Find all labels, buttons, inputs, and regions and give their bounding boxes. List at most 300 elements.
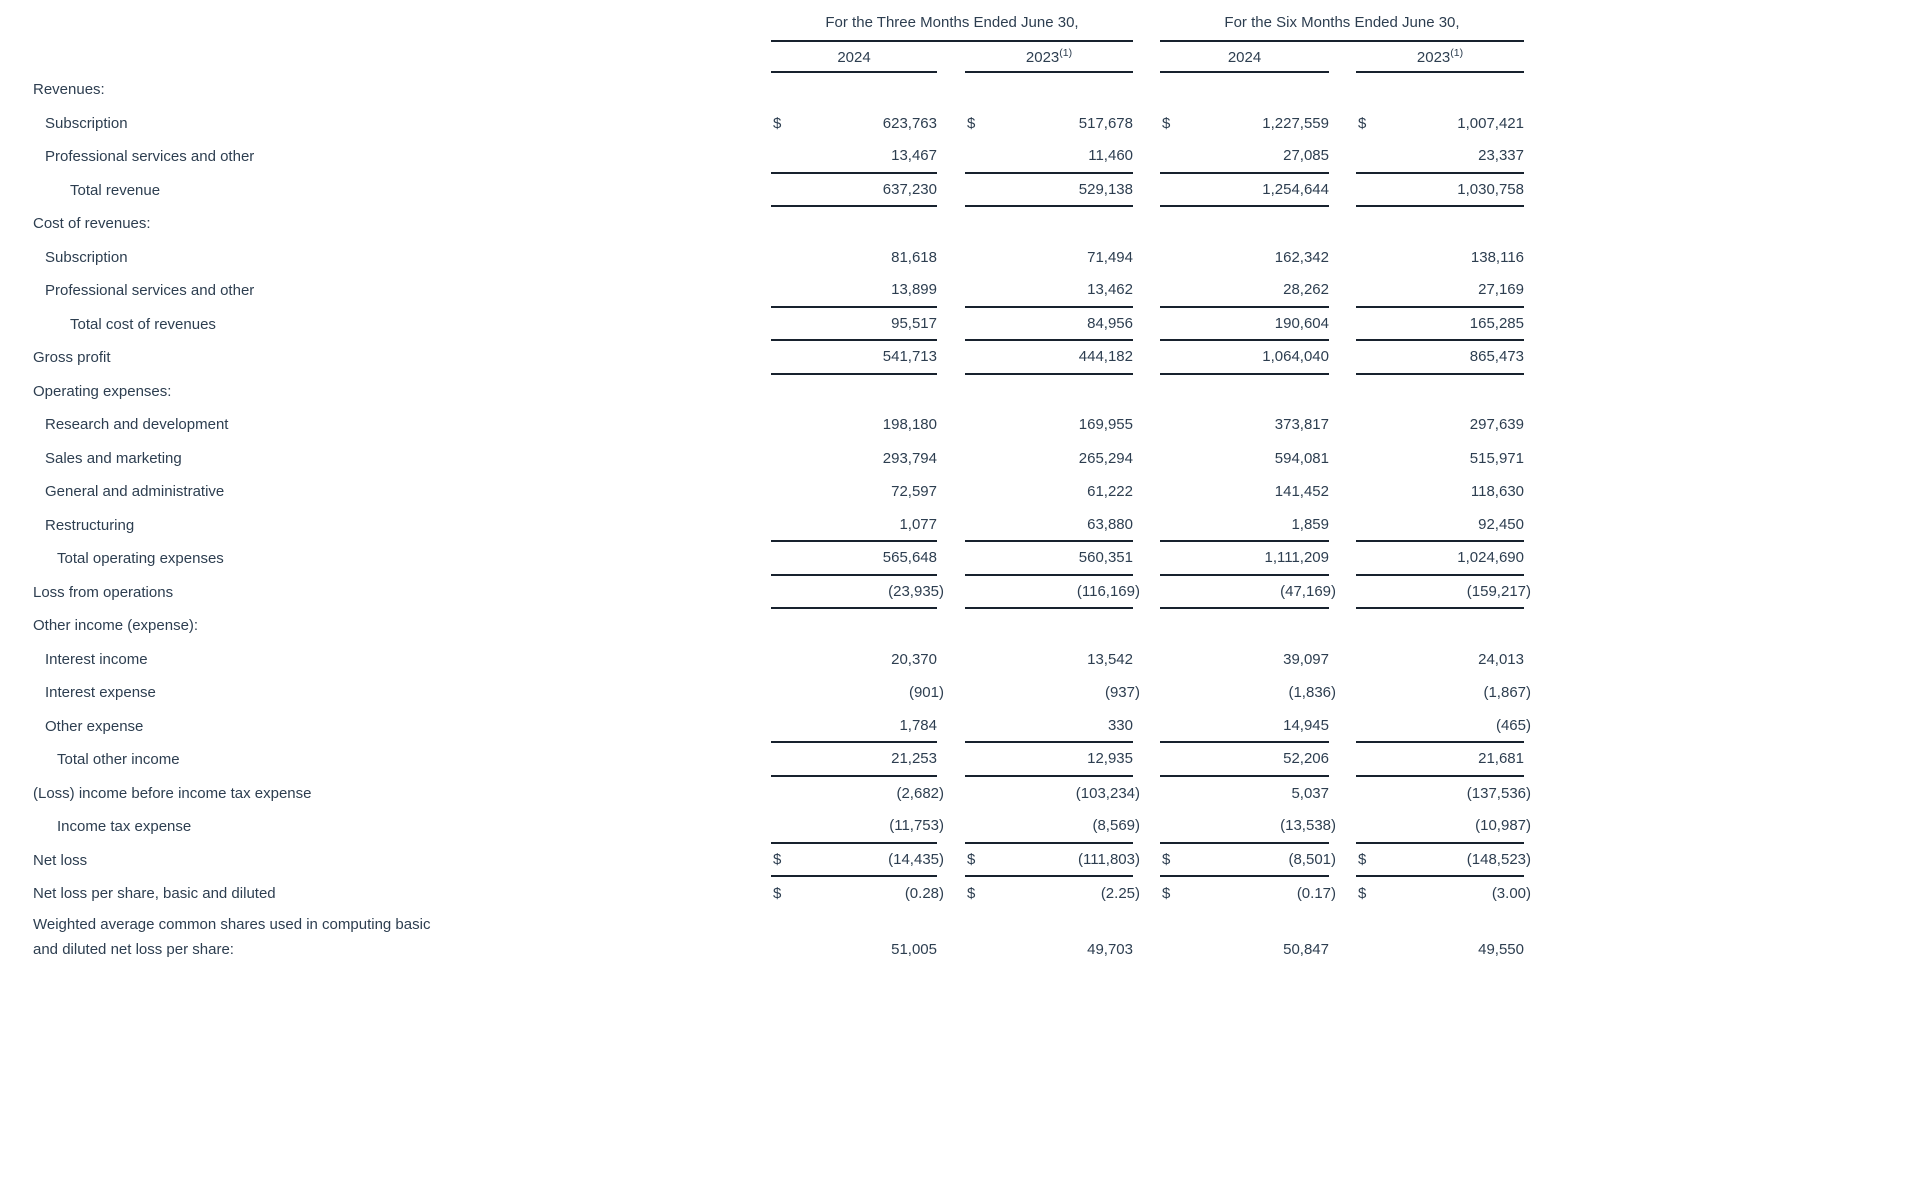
amount-cell	[1160, 911, 1329, 962]
table-row	[0, 73, 1912, 107]
row-label: Net loss	[33, 851, 88, 869]
amount-cell	[965, 241, 1133, 275]
amount-value: (2.25)	[1100, 885, 1140, 903]
table-row	[0, 777, 1912, 811]
amount-cell	[1160, 73, 1329, 107]
amount-cell	[1356, 73, 1524, 107]
row-label: Income tax expense	[57, 818, 192, 836]
amount-cell	[965, 308, 1133, 342]
amount-value: 138,116	[1470, 248, 1524, 266]
table-row	[0, 609, 1912, 643]
row-label: Sales and marketing	[45, 449, 182, 467]
amount-value: (14,435)	[888, 850, 944, 868]
amount-value: (1,836)	[1288, 684, 1336, 702]
amount-value: 12,935	[1087, 750, 1133, 768]
amount-value: 373,817	[1274, 416, 1329, 434]
amount-cell	[965, 274, 1133, 308]
table-row	[0, 509, 1912, 543]
amount-cell	[965, 542, 1133, 576]
column-gap	[1133, 542, 1160, 576]
amount-value: 517,678	[1078, 114, 1133, 132]
column-gap	[937, 274, 965, 308]
amount-cell	[1160, 643, 1329, 677]
amount-value: (47,169)	[1280, 582, 1336, 600]
amount-cell	[1356, 877, 1531, 911]
row-label: Professional services and other	[45, 148, 255, 166]
row-label: Subscription	[45, 114, 128, 132]
row-label: Total other income	[57, 751, 180, 769]
amount-value: (103,234)	[1075, 784, 1140, 802]
amount-cell	[965, 877, 1140, 911]
column-gap	[1329, 475, 1356, 509]
amount-cell	[1356, 911, 1524, 962]
column-gap	[937, 140, 965, 174]
amount-value: 72,597	[891, 483, 937, 501]
amount-value: (11,753)	[889, 817, 944, 835]
amount-value: (8,569)	[1092, 817, 1140, 835]
amount-value: 39,097	[1283, 650, 1329, 668]
amount-cell	[771, 274, 937, 308]
table-row	[0, 274, 1912, 308]
row-label: Other expense	[45, 717, 144, 735]
amount-value: 81,618	[891, 248, 937, 266]
amount-value: 190,604	[1274, 314, 1329, 332]
amount-value: 1,024,690	[1457, 549, 1524, 567]
column-gap	[1329, 308, 1356, 342]
amount-cell	[771, 140, 937, 174]
amount-cell	[771, 710, 937, 744]
table-body	[0, 73, 1912, 967]
row-label: Revenues:	[33, 81, 105, 99]
amount-cell	[1160, 174, 1329, 208]
amount-cell	[1160, 743, 1329, 777]
amount-cell	[965, 710, 1133, 744]
amount-value: (0.17)	[1296, 885, 1336, 903]
amount-cell	[771, 676, 944, 710]
amount-value: 27,085	[1283, 147, 1329, 165]
amount-cell	[1160, 509, 1329, 543]
amount-cell	[1356, 308, 1524, 342]
amount-cell	[771, 73, 937, 107]
period-group-three-months	[771, 0, 1133, 42]
amount-value: 515,971	[1469, 449, 1524, 467]
amount-cell	[771, 743, 937, 777]
amount-value: 27,169	[1478, 281, 1524, 299]
amount-cell	[965, 810, 1140, 844]
table-row	[0, 576, 1912, 610]
amount-cell	[965, 408, 1133, 442]
currency-symbol: $	[967, 114, 976, 132]
column-gap	[1329, 643, 1356, 677]
amount-cell	[1160, 274, 1329, 308]
table-row	[0, 341, 1912, 375]
column-gap	[937, 475, 965, 509]
column-gap	[1133, 241, 1160, 275]
amount-cell	[965, 174, 1133, 208]
amount-cell	[1160, 341, 1329, 375]
column-gap	[1133, 107, 1160, 141]
amount-value: 637,230	[882, 180, 937, 198]
amount-value: (116,169)	[1076, 582, 1140, 600]
table-header-years	[0, 42, 1912, 73]
amount-cell	[965, 509, 1133, 543]
table-row	[0, 174, 1912, 208]
row-label: Total revenue	[70, 181, 161, 199]
amount-value: 61,222	[1087, 483, 1133, 501]
amount-value: 141,452	[1274, 483, 1329, 501]
table-row	[0, 542, 1912, 576]
amount-cell	[1356, 475, 1524, 509]
amount-value: 565,648	[882, 549, 937, 567]
table-row	[0, 140, 1912, 174]
column-gap	[1133, 710, 1160, 744]
column-gap	[1329, 442, 1356, 476]
amount-value: 20,370	[891, 650, 937, 668]
amount-cell	[1160, 777, 1329, 811]
currency-symbol: $	[1162, 885, 1171, 903]
amount-value: 50,847	[1283, 940, 1329, 958]
row-label: (Loss) income before income tax expense	[33, 784, 312, 802]
column-gap	[937, 442, 965, 476]
amount-value: 560,351	[1078, 549, 1133, 567]
column-gap	[1133, 341, 1160, 375]
amount-value: 594,081	[1274, 449, 1329, 467]
amount-value: 28,262	[1283, 281, 1329, 299]
amount-value: 1,784	[899, 716, 937, 734]
column-gap	[1329, 140, 1356, 174]
period-group-six-months	[1160, 0, 1524, 42]
currency-symbol: $	[1358, 114, 1367, 132]
amount-cell	[771, 911, 937, 962]
period-group-label: For the Three Months Ended June 30,	[825, 13, 1079, 31]
amount-cell	[1356, 241, 1524, 275]
table-row	[0, 743, 1912, 777]
amount-cell	[965, 609, 1133, 643]
column-gap	[1133, 509, 1160, 543]
amount-value: 14,945	[1283, 716, 1329, 734]
amount-value: 297,639	[1469, 416, 1524, 434]
amount-value: 162,342	[1274, 248, 1329, 266]
row-label: Research and development	[45, 416, 229, 434]
column-gap	[1329, 911, 1356, 962]
amount-cell	[1160, 442, 1329, 476]
column-gap	[937, 174, 965, 208]
amount-value: 92,450	[1478, 515, 1524, 533]
amount-cell	[771, 174, 937, 208]
column-gap	[1329, 241, 1356, 275]
row-label: Net loss per share, basic and diluted	[33, 885, 276, 903]
amount-value: 13,467	[891, 147, 937, 165]
column-gap	[1329, 542, 1356, 576]
amount-value: (23,935)	[888, 582, 944, 600]
column-gap	[937, 710, 965, 744]
amount-cell	[771, 241, 937, 275]
column-gap	[937, 375, 965, 409]
table-row	[0, 207, 1912, 241]
amount-cell	[965, 442, 1133, 476]
column-gap	[1329, 609, 1356, 643]
column-gap	[937, 408, 965, 442]
amount-cell	[1160, 844, 1336, 878]
row-label: Subscription	[45, 248, 128, 266]
amount-cell	[1356, 408, 1524, 442]
column-gap	[1133, 743, 1160, 777]
column-gap	[937, 207, 965, 241]
amount-cell	[1160, 710, 1329, 744]
amount-value: 1,859	[1291, 515, 1329, 533]
column-gap	[1329, 174, 1356, 208]
amount-cell	[1356, 777, 1531, 811]
currency-symbol: $	[967, 850, 976, 868]
table-row	[0, 308, 1912, 342]
amount-cell	[1160, 107, 1329, 141]
amount-value: 293,794	[882, 449, 937, 467]
year-column-header: 2023 (1)	[1356, 42, 1524, 73]
currency-symbol: $	[1162, 850, 1171, 868]
column-gap	[1329, 341, 1356, 375]
amount-value: 21,253	[891, 750, 937, 768]
amount-value: (111,803)	[1078, 850, 1140, 868]
column-gap	[937, 308, 965, 342]
amount-cell	[1356, 810, 1531, 844]
amount-value: (465)	[1495, 716, 1531, 734]
amount-value: (901)	[908, 684, 944, 702]
column-gap	[1329, 710, 1356, 744]
amount-value: (13,538)	[1280, 817, 1336, 835]
amount-cell	[965, 576, 1140, 610]
period-group-label: For the Six Months Ended June 30,	[1224, 13, 1460, 31]
amount-cell	[1160, 207, 1329, 241]
table-row	[0, 710, 1912, 744]
amount-cell	[1356, 609, 1524, 643]
amount-cell	[771, 576, 944, 610]
amount-value: 23,337	[1478, 147, 1524, 165]
amount-value: 1,077	[899, 515, 937, 533]
amount-cell	[965, 375, 1133, 409]
table-row	[0, 375, 1912, 409]
year-column-header: 2023 (1)	[965, 42, 1133, 73]
amount-value: 52,206	[1283, 750, 1329, 768]
column-gap	[937, 542, 965, 576]
table-header-period-groups	[0, 0, 1912, 42]
amount-value: (1,867)	[1483, 684, 1531, 702]
amount-value: (3.00)	[1491, 885, 1531, 903]
amount-cell	[1160, 475, 1329, 509]
amount-value: (137,536)	[1466, 784, 1531, 802]
amount-cell	[771, 375, 937, 409]
amount-value: (8,501)	[1288, 850, 1336, 868]
table-row	[0, 107, 1912, 141]
amount-cell	[1356, 341, 1524, 375]
amount-cell	[1356, 643, 1524, 677]
row-label: Restructuring	[45, 516, 135, 534]
column-gap	[1329, 509, 1356, 543]
column-gap	[1133, 609, 1160, 643]
amount-value: (148,523)	[1466, 850, 1531, 868]
amount-cell	[965, 777, 1140, 811]
row-label: Weighted average common shares used in computing basic and diluted net loss per share:	[33, 915, 431, 958]
row-label: General and administrative	[45, 483, 225, 501]
row-label: Professional services and other	[45, 282, 255, 300]
column-gap	[1133, 73, 1160, 107]
amount-cell	[771, 877, 944, 911]
column-gap	[1133, 308, 1160, 342]
currency-symbol: $	[1358, 885, 1367, 903]
row-label: Total cost of revenues	[70, 315, 216, 333]
column-gap	[1133, 274, 1160, 308]
column-gap	[1329, 274, 1356, 308]
amount-cell	[771, 777, 944, 811]
amount-value: 11,460	[1088, 147, 1133, 165]
currency-symbol: $	[1162, 114, 1171, 132]
amount-cell	[771, 308, 937, 342]
amount-cell	[1356, 375, 1524, 409]
row-label: Cost of revenues:	[33, 215, 151, 233]
amount-cell	[965, 341, 1133, 375]
amount-value: 51,005	[891, 940, 937, 958]
amount-value: 444,182	[1078, 348, 1133, 366]
column-gap	[1329, 73, 1356, 107]
amount-value: (0.28)	[904, 885, 944, 903]
column-gap	[937, 509, 965, 543]
row-label: Interest expense	[45, 684, 156, 702]
amount-value: 623,763	[882, 114, 937, 132]
amount-cell	[771, 609, 937, 643]
amount-value: 49,550	[1478, 940, 1524, 958]
currency-symbol: $	[1358, 850, 1367, 868]
table-row	[0, 676, 1912, 710]
amount-cell	[1356, 576, 1531, 610]
table-row	[0, 911, 1912, 967]
amount-cell	[1356, 174, 1524, 208]
column-gap	[1329, 777, 1356, 811]
amount-cell	[771, 475, 937, 509]
amount-cell	[771, 810, 944, 844]
amount-value: 5,037	[1291, 784, 1329, 802]
amount-cell	[771, 643, 937, 677]
amount-value: 330	[1107, 716, 1133, 734]
column-gap	[1133, 442, 1160, 476]
currency-symbol: $	[773, 885, 782, 903]
row-label: Operating expenses:	[33, 382, 172, 400]
amount-value: (10,987)	[1475, 817, 1531, 835]
amount-cell	[1356, 274, 1524, 308]
amount-cell	[1356, 107, 1524, 141]
column-gap	[1329, 375, 1356, 409]
amount-cell	[771, 442, 937, 476]
amount-value: 71,494	[1087, 248, 1133, 266]
amount-cell	[1160, 375, 1329, 409]
amount-cell	[1160, 676, 1336, 710]
amount-cell	[965, 475, 1133, 509]
row-label: Loss from operations	[33, 583, 174, 601]
column-gap	[1329, 743, 1356, 777]
amount-cell	[1160, 877, 1336, 911]
amount-cell	[771, 542, 937, 576]
amount-value: 169,955	[1078, 416, 1133, 434]
amount-cell	[771, 509, 937, 543]
column-gap	[937, 241, 965, 275]
amount-value: 865,473	[1469, 348, 1524, 366]
column-gap	[1329, 107, 1356, 141]
column-gap	[1133, 911, 1160, 962]
column-gap	[1133, 475, 1160, 509]
amount-cell	[965, 743, 1133, 777]
amount-cell	[771, 107, 937, 141]
amount-value: 541,713	[882, 348, 937, 366]
amount-cell	[771, 408, 937, 442]
amount-cell	[1356, 710, 1531, 744]
amount-cell	[965, 911, 1133, 962]
amount-value: (2,682)	[896, 784, 944, 802]
amount-value: 165,285	[1469, 314, 1524, 332]
amount-cell	[965, 107, 1133, 141]
amount-cell	[965, 844, 1140, 878]
amount-cell	[1356, 207, 1524, 241]
amount-value: 118,630	[1470, 483, 1524, 501]
amount-value: (159,217)	[1466, 582, 1531, 600]
amount-value: 529,138	[1078, 180, 1133, 198]
year-column-header: 2024	[1160, 42, 1329, 73]
amount-value: 95,517	[891, 314, 937, 332]
amount-cell	[1160, 140, 1329, 174]
table-row	[0, 408, 1912, 442]
amount-cell	[965, 140, 1133, 174]
column-gap	[937, 609, 965, 643]
amount-cell	[1356, 676, 1531, 710]
table-row	[0, 475, 1912, 509]
amount-cell	[1356, 509, 1524, 543]
amount-cell	[771, 341, 937, 375]
column-gap	[937, 743, 965, 777]
amount-cell	[965, 207, 1133, 241]
amount-cell	[965, 676, 1140, 710]
amount-cell	[1160, 576, 1336, 610]
table-row	[0, 810, 1912, 844]
currency-symbol: $	[773, 114, 782, 132]
amount-value: 13,462	[1087, 281, 1133, 299]
column-gap	[937, 911, 965, 962]
column-gap	[937, 643, 965, 677]
amount-cell	[1356, 442, 1524, 476]
amount-value: 13,899	[891, 281, 937, 299]
amount-value: 84,956	[1087, 314, 1133, 332]
amount-cell	[1356, 140, 1524, 174]
table-row	[0, 442, 1912, 476]
currency-symbol: $	[773, 850, 782, 868]
amount-cell	[1160, 308, 1329, 342]
column-gap	[937, 341, 965, 375]
amount-value: 198,180	[882, 416, 937, 434]
amount-cell	[1356, 743, 1524, 777]
amount-cell	[1160, 542, 1329, 576]
column-gap	[1133, 140, 1160, 174]
column-gap	[1329, 408, 1356, 442]
amount-value: 49,703	[1087, 940, 1133, 958]
table-row	[0, 877, 1912, 911]
column-gap	[1133, 207, 1160, 241]
row-label: Other income (expense):	[33, 617, 199, 635]
amount-cell	[771, 207, 937, 241]
amount-value: 13,542	[1087, 650, 1133, 668]
amount-value: 24,013	[1478, 650, 1524, 668]
amount-value: 1,111,209	[1264, 549, 1329, 567]
amount-cell	[1160, 810, 1336, 844]
amount-cell	[771, 844, 944, 878]
amount-value: 63,880	[1087, 515, 1133, 533]
table-row	[0, 241, 1912, 275]
amount-cell	[965, 73, 1133, 107]
